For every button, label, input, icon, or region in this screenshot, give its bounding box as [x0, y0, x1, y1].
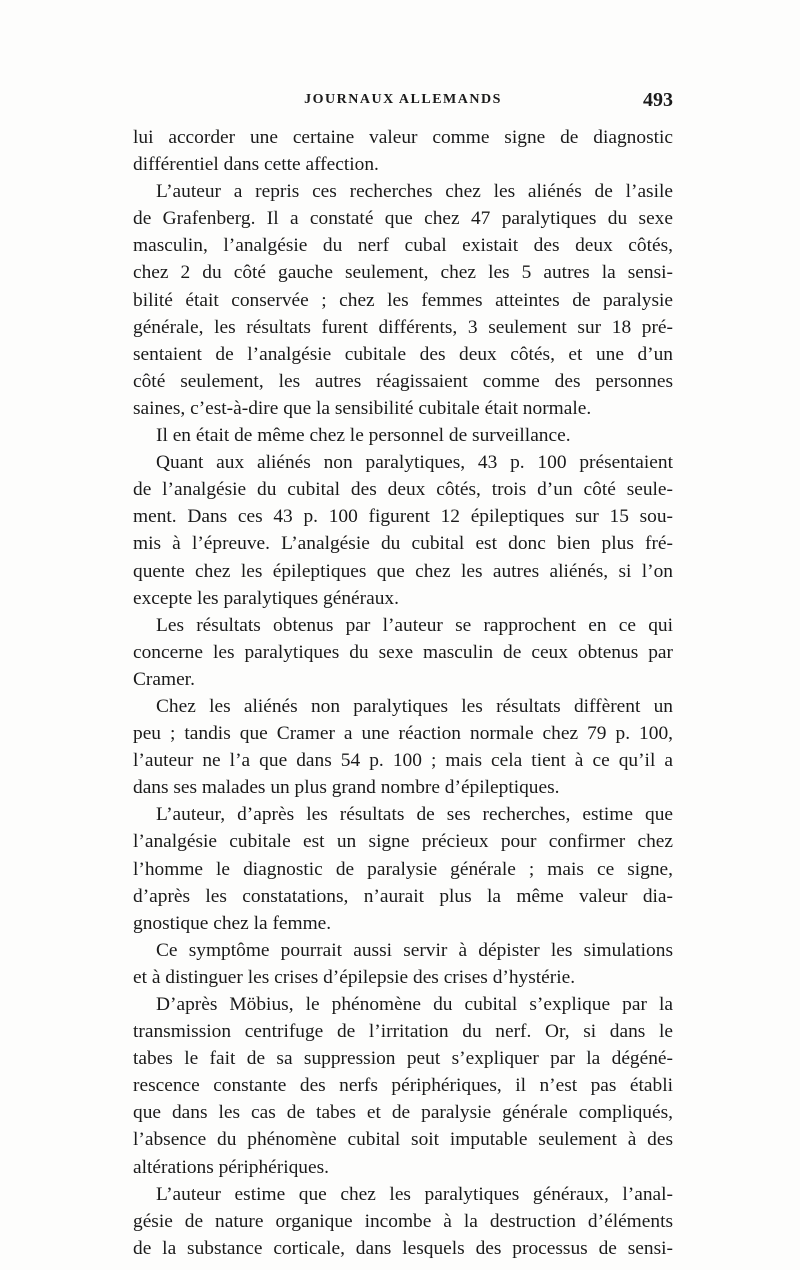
- text-line: Quant aux aliénés non paralytiques, 43 p. 100 présentaient: [156, 452, 673, 474]
- text-line: que dans les cas de tabes et de paralysie générale compliqués,: [133, 1102, 673, 1124]
- text-line: sentaient de l’analgésie cubitale des deux côtés, et une d’un: [133, 343, 673, 365]
- text-line: D’après Möbius, le phénomène du cubital s’explique par la: [156, 994, 673, 1015]
- text-line: transmission centrifuge de l’irritation du nerf. Or, si dans le: [133, 1021, 673, 1043]
- text-line: tabes le fait de sa suppression peut s’expliquer par la dégéné-: [133, 1048, 673, 1070]
- text-line: de Grafenberg. Il a constaté que chez 47 paralytiques du sexe: [133, 208, 673, 230]
- text-line: quente chez les épileptiques que chez les autres aliénés, si l’on: [133, 560, 673, 582]
- text-line: L’auteur estime que chez les paralytiques généraux, l’anal-: [156, 1183, 673, 1205]
- text-line: différentiel dans cette affection.: [133, 154, 379, 176]
- text-line: ment. Dans ces 43 p. 100 figurent 12 épileptiques sur 15 sou-: [133, 506, 673, 528]
- text-line: bilité était conservée ; chez les femmes atteintes de paralysie: [133, 289, 673, 311]
- text-line: de la substance corticale, dans lesquels des processus de sensi-: [133, 1237, 673, 1259]
- text-line: Chez les aliénés non paralytiques les résultats diffèrent un: [156, 695, 673, 717]
- text-line: chez 2 du côté gauche seulement, chez les 5 autres la sensi-: [133, 262, 673, 284]
- text-line: mis à l’épreuve. L’analgésie du cubital est donc bien plus fré-: [133, 533, 673, 555]
- text-line: d’après les constatations, n’aurait plus la même valeur dia-: [133, 885, 673, 907]
- text-line: dans ses malades un plus grand nombre d’épileptiques.: [133, 777, 560, 799]
- text-line: côté seulement, les autres réagissaient comme des personnes: [133, 370, 673, 392]
- text-line: L’auteur, d’après les résultats de ses recherches, estime que: [156, 804, 673, 826]
- text-line: L’auteur a repris ces recherches chez les aliénés de l’asile: [156, 181, 673, 203]
- text-line: rescence constante des nerfs périphériques, il n’est pas établi: [133, 1075, 673, 1097]
- paragraph: [133, 991, 673, 1181]
- paragraph: [133, 693, 673, 801]
- text-line: gésie de nature organique incombe à la destruction d’éléments: [133, 1210, 673, 1232]
- text-line: Cramer.: [133, 668, 195, 690]
- text-line: l’homme le diagnostic de paralysie générale ; mais ce signe,: [133, 858, 673, 880]
- paragraph: [133, 801, 673, 936]
- paragraph: [133, 612, 673, 693]
- text-line: altérations périphériques.: [133, 1156, 329, 1178]
- text-line: lui accorder une certaine valeur comme signe de diagnostic: [133, 127, 673, 148]
- text-line: concerne les paralytiques du sexe masculin de ceux obtenus par: [133, 641, 673, 663]
- text-line: gnostique chez la femme.: [133, 912, 332, 934]
- page-number: 493: [643, 89, 673, 111]
- body-text: [133, 124, 673, 1262]
- text-line: peu ; tandis que Cramer a une réaction normale chez 79 p. 100,: [133, 723, 673, 745]
- paragraph: [133, 178, 673, 422]
- text-line: générale, les résultats furent différents, 3 seulement sur 18 pré-: [133, 316, 673, 338]
- text-line: saines, c’est-à-dire que la sensibilité cubitale était normale.: [133, 397, 592, 419]
- text-line: Les résultats obtenus par l’auteur se rapprochent en ce qui: [156, 614, 673, 636]
- paragraph: [133, 449, 673, 612]
- text-line: l’auteur ne l’a que dans 54 p. 100 ; mais cela tient à ce qu’il a: [133, 750, 673, 772]
- paragraph: [133, 422, 673, 449]
- text-line: excepte les paralytiques généraux.: [133, 587, 399, 609]
- text-line: Ce symptôme pourrait aussi servir à dépister les simulations: [156, 939, 673, 961]
- text-line: l’absence du phénomène cubital soit imputable seulement à des: [133, 1129, 673, 1151]
- text-line: et à distinguer les crises d’épilepsie des crises d’hystérie.: [133, 966, 576, 988]
- text-line: l’analgésie cubitale est un signe précieux pour confirmer chez: [133, 831, 673, 853]
- text-line: de l’analgésie du cubital des deux côtés, trois d’un côté seule-: [133, 479, 673, 501]
- paragraph: [133, 937, 673, 991]
- paragraph: [133, 124, 673, 178]
- paragraph: [133, 1181, 673, 1262]
- running-title: JOURNAUX ALLEMANDS: [304, 92, 502, 107]
- text-line: masculin, l’analgésie du nerf cubal existait des deux côtés,: [133, 235, 673, 257]
- running-head: [133, 89, 673, 114]
- text-line: Il en était de même chez le personnel de surveillance.: [156, 425, 571, 447]
